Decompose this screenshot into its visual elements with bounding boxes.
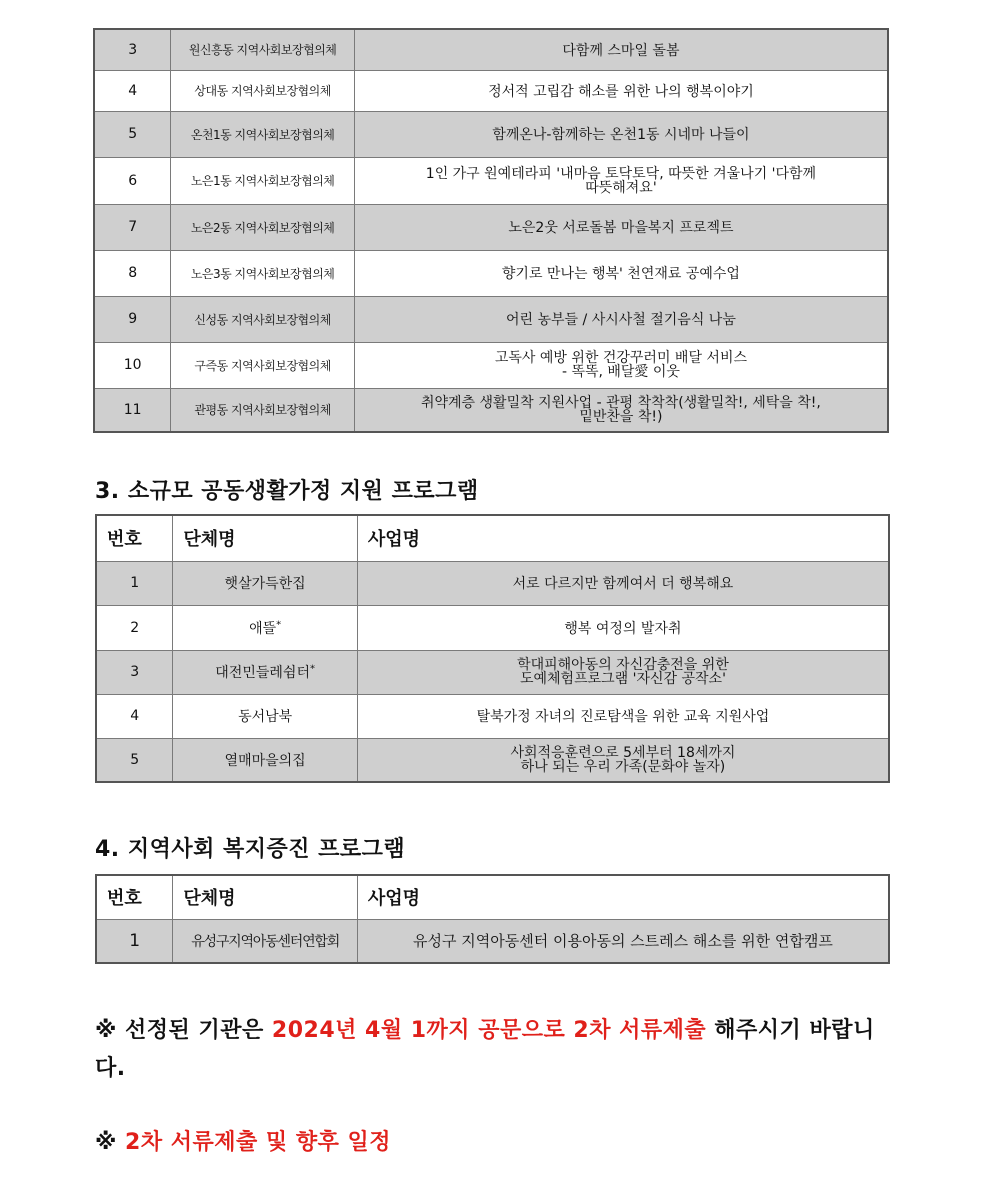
program-name: 노은2웃 서로돌봄 마을복지 프로젝트 (354, 204, 888, 250)
org-name: 유성구지역아동센터연합회 (173, 919, 358, 963)
row-number: 3 (96, 650, 173, 694)
program-name: 어린 농부들 / 사시사철 절기음식 나눔 (354, 296, 888, 342)
org-name: 노은1동 지역사회보장협의체 (171, 157, 355, 204)
submission-notice (95, 1012, 895, 1088)
table-row (94, 111, 888, 157)
program-line: 1인 가구 원예테라피 '내마음 토닥토닥, 따뜻한 겨울나기 '다함께 (425, 165, 817, 182)
group-home-table (95, 514, 890, 783)
org-name: 햇살가득한집 (173, 561, 358, 605)
row-number: 1 (96, 919, 173, 963)
program-line: 따뜻해져요' (585, 179, 657, 196)
table-row (94, 250, 888, 296)
row-number: 4 (94, 70, 171, 111)
header-number: 번호 (96, 515, 173, 561)
table-row (94, 296, 888, 342)
notice-prefix: ※ 선정된 기관은 (95, 1018, 272, 1043)
program-line: 학대피해아동의 자신감충전을 위한 (517, 657, 729, 673)
row-number: 5 (96, 738, 173, 782)
program-name: 향기로 만나는 행복' 천연재료 공예수업 (354, 250, 888, 296)
table-row (96, 650, 889, 694)
org-name: 원신흥동 지역사회보장협의체 (171, 29, 355, 70)
table-row (94, 157, 888, 204)
schedule-notice (95, 1124, 895, 1162)
org-name: 구즉동 지역사회보장협의체 (171, 342, 355, 388)
org-name: 노은2동 지역사회보장협의체 (171, 204, 355, 250)
community-security-council-table (93, 28, 889, 433)
org-name: 상대동 지역사회보장협의체 (171, 70, 355, 111)
header-org: 단체명 (173, 515, 358, 561)
program-name (357, 738, 889, 782)
row-number: 6 (94, 157, 171, 204)
notice-highlight: 2차 서류제출 및 향후 일정 (125, 1130, 392, 1155)
table-row (94, 342, 888, 388)
table-row (96, 605, 889, 650)
program-line: 밑반찬을 착!) (579, 408, 663, 425)
program-name: 서로 다르지만 함께여서 더 행복해요 (357, 561, 889, 605)
program-name: 함께온나-함께하는 온천1동 시네마 나들이 (354, 111, 888, 157)
table-row (94, 70, 888, 111)
program-line: 고독사 예방 위한 건강꾸러미 배달 서비스 (494, 350, 748, 366)
table-header-row (96, 875, 889, 919)
org-label: 대전민들레쉼터 (215, 665, 310, 681)
footnote-mark: * (309, 663, 315, 675)
row-number: 9 (94, 296, 171, 342)
notice-suffix: 해주시기 바랍니다. (95, 1018, 875, 1081)
table-row (94, 388, 888, 432)
org-label: 애뜰 (249, 620, 277, 637)
header-number: 번호 (96, 875, 173, 919)
row-number: 2 (96, 605, 173, 650)
program-name: 행복 여정의 발자취 (357, 605, 889, 650)
notice-highlight: 2024년 4월 1까지 공문으로 2차 서류제출 (271, 1018, 707, 1043)
table-header-row (96, 515, 889, 561)
program-name: 다함께 스마일 돌봄 (354, 29, 888, 70)
table-row (96, 919, 889, 963)
program-name (354, 342, 888, 388)
table-row (96, 694, 889, 738)
row-number: 3 (94, 29, 171, 70)
section-4-title: 4. 지역사회 복지증진 프로그램 (95, 837, 406, 862)
program-line: - 똑똑, 배달愛 이웃 (561, 364, 680, 380)
notice-prefix: ※ (95, 1130, 126, 1155)
table-row (96, 561, 889, 605)
section-3-title: 3. 소규모 공동생활가정 지원 프로그램 (95, 479, 479, 504)
org-name: 온천1동 지역사회보장협의체 (171, 111, 355, 157)
org-name: 신성동 지역사회보장협의체 (171, 296, 355, 342)
row-number: 8 (94, 250, 171, 296)
row-number: 10 (94, 342, 171, 388)
header-program: 사업명 (357, 875, 889, 919)
row-number: 1 (96, 561, 173, 605)
row-number: 4 (96, 694, 173, 738)
community-welfare-table (95, 874, 890, 964)
program-name (354, 388, 888, 432)
header-program: 사업명 (357, 515, 889, 561)
row-number: 11 (94, 388, 171, 432)
program-line: 도예체험프로그램 '자신감 공작소' (519, 671, 726, 687)
org-name: 관평동 지역사회보장협의체 (171, 388, 355, 432)
program-name: 유성구 지역아동센터 이용아동의 스트레스 해소를 위한 연합캠프 (357, 919, 889, 963)
table-row (96, 738, 889, 782)
org-name: 동서남북 (173, 694, 358, 738)
program-line: 사회적응훈련으로 5세부터 18세까지 (510, 744, 736, 761)
header-org: 단체명 (173, 875, 358, 919)
table-row (94, 29, 888, 70)
row-number: 5 (94, 111, 171, 157)
program-name: 탈북가정 자녀의 진로탐색을 위한 교육 지원사업 (357, 694, 889, 738)
program-line: 취약계층 생활밀착 지원사업 - 관평 착착착(생활밀착!, 세탁을 착!, (420, 394, 821, 411)
org-name: 열매마을의집 (173, 738, 358, 782)
program-name (354, 157, 888, 204)
program-line: 하나 되는 우리 가족(문화야 놀자) (520, 758, 726, 775)
org-name (173, 605, 358, 650)
program-name (357, 650, 889, 694)
program-name: 정서적 고립감 해소를 위한 나의 행복이야기 (354, 70, 888, 111)
org-name (173, 650, 358, 694)
table-row (94, 204, 888, 250)
org-name: 노은3동 지역사회보장협의체 (171, 250, 355, 296)
footnote-mark: * (276, 618, 282, 630)
row-number: 7 (94, 204, 171, 250)
